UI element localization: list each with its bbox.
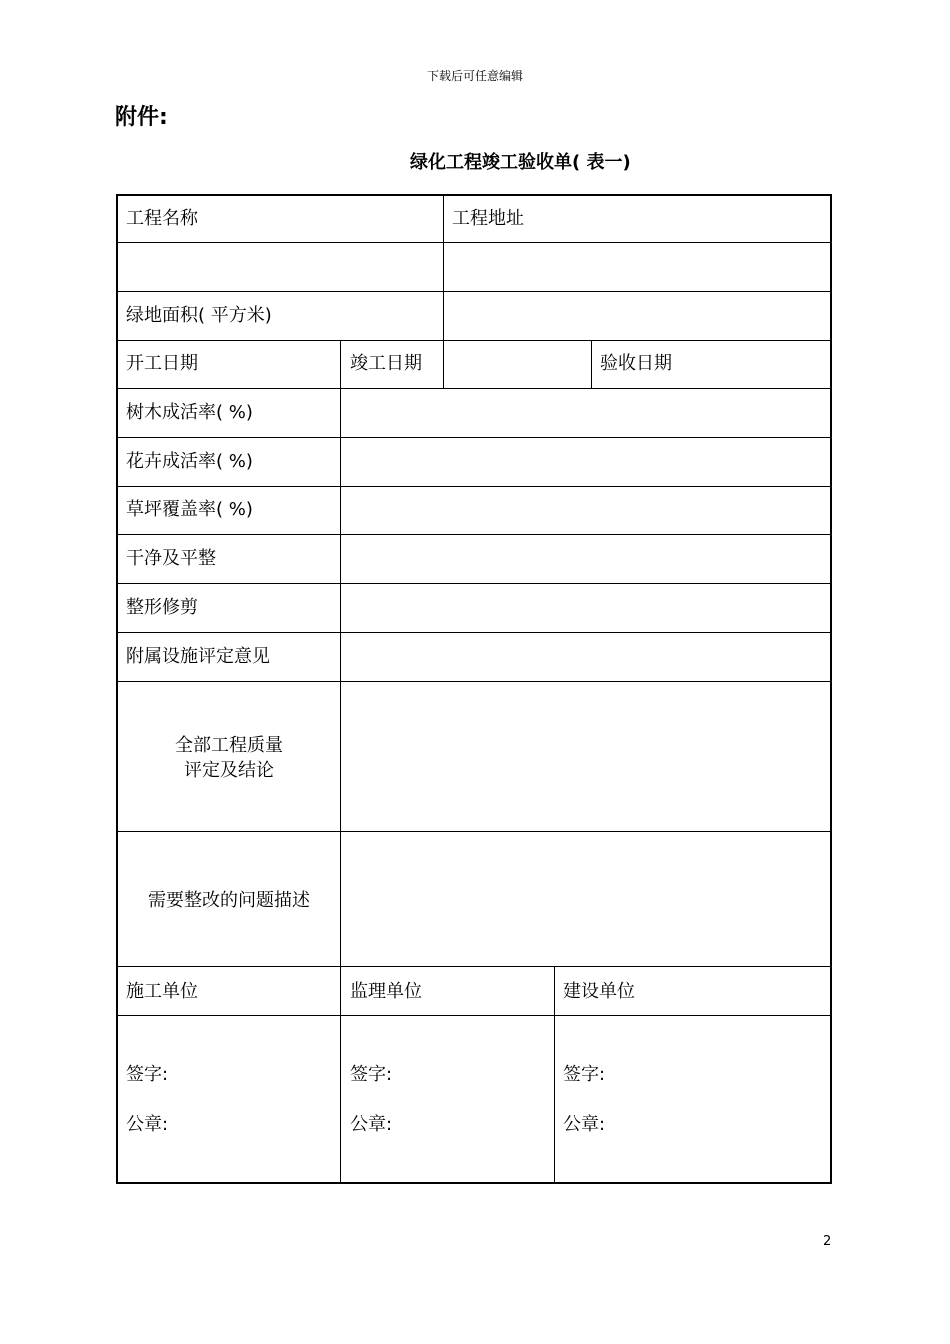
signature-construction: 签字: xyxy=(126,1064,169,1085)
header-note: 下载后可任意编辑 xyxy=(426,69,523,83)
column-divider xyxy=(591,340,592,388)
row-divider xyxy=(118,291,830,292)
label-rectification: 需要整改的问题描述 xyxy=(148,890,310,911)
row-divider xyxy=(118,388,830,389)
signature-owner: 签字: xyxy=(563,1064,606,1085)
quality-line-1: 全部工程质量 xyxy=(175,735,283,756)
row-divider xyxy=(118,1015,830,1016)
signature-supervision: 签字: xyxy=(350,1064,393,1085)
seal-construction: 公章: xyxy=(126,1114,169,1135)
label-acceptance-date: 验收日期 xyxy=(600,353,672,374)
label-start-date: 开工日期 xyxy=(126,353,198,374)
label-green-area: 绿地面积( 平方米) xyxy=(126,305,272,326)
acceptance-form-table xyxy=(116,194,832,1184)
seal-owner: 公章: xyxy=(563,1114,606,1135)
label-owner-unit: 建设单位 xyxy=(563,981,635,1002)
row-divider xyxy=(118,437,830,438)
label-completion-date: 竣工日期 xyxy=(350,353,422,374)
document-title: 绿化工程竣工验收单( 表一) xyxy=(410,152,631,173)
column-divider xyxy=(340,340,341,1182)
label-pruning: 整形修剪 xyxy=(126,597,198,618)
label-clean-flat: 干净及平整 xyxy=(126,548,216,569)
label-quality-conclusion xyxy=(118,733,340,783)
row-divider xyxy=(118,486,830,487)
label-lawn-coverage-rate: 草坪覆盖率( %) xyxy=(126,499,253,520)
page-number: 2 xyxy=(823,1234,832,1249)
label-supervision-unit: 监理单位 xyxy=(350,981,422,1002)
row-divider xyxy=(118,340,830,341)
column-divider xyxy=(443,196,444,340)
row-divider xyxy=(118,632,830,633)
row-divider xyxy=(118,681,830,682)
column-divider xyxy=(443,340,444,388)
label-project-name: 工程名称 xyxy=(126,208,198,229)
label-flower-survival-rate: 花卉成活率( %) xyxy=(126,451,253,472)
label-tree-survival-rate: 树木成活率( %) xyxy=(126,402,253,423)
label-project-address: 工程地址 xyxy=(452,208,524,229)
row-divider xyxy=(118,583,830,584)
seal-supervision: 公章: xyxy=(350,1114,393,1135)
label-facilities-opinion: 附属设施评定意见 xyxy=(126,646,270,667)
row-divider xyxy=(118,831,830,832)
attachment-label: 附件: xyxy=(115,105,168,130)
row-divider xyxy=(118,534,830,535)
quality-line-2: 评定及结论 xyxy=(184,760,274,781)
column-divider xyxy=(554,966,555,1182)
label-construction-unit: 施工单位 xyxy=(126,981,198,1002)
row-divider xyxy=(118,966,830,967)
row-divider xyxy=(118,242,830,243)
